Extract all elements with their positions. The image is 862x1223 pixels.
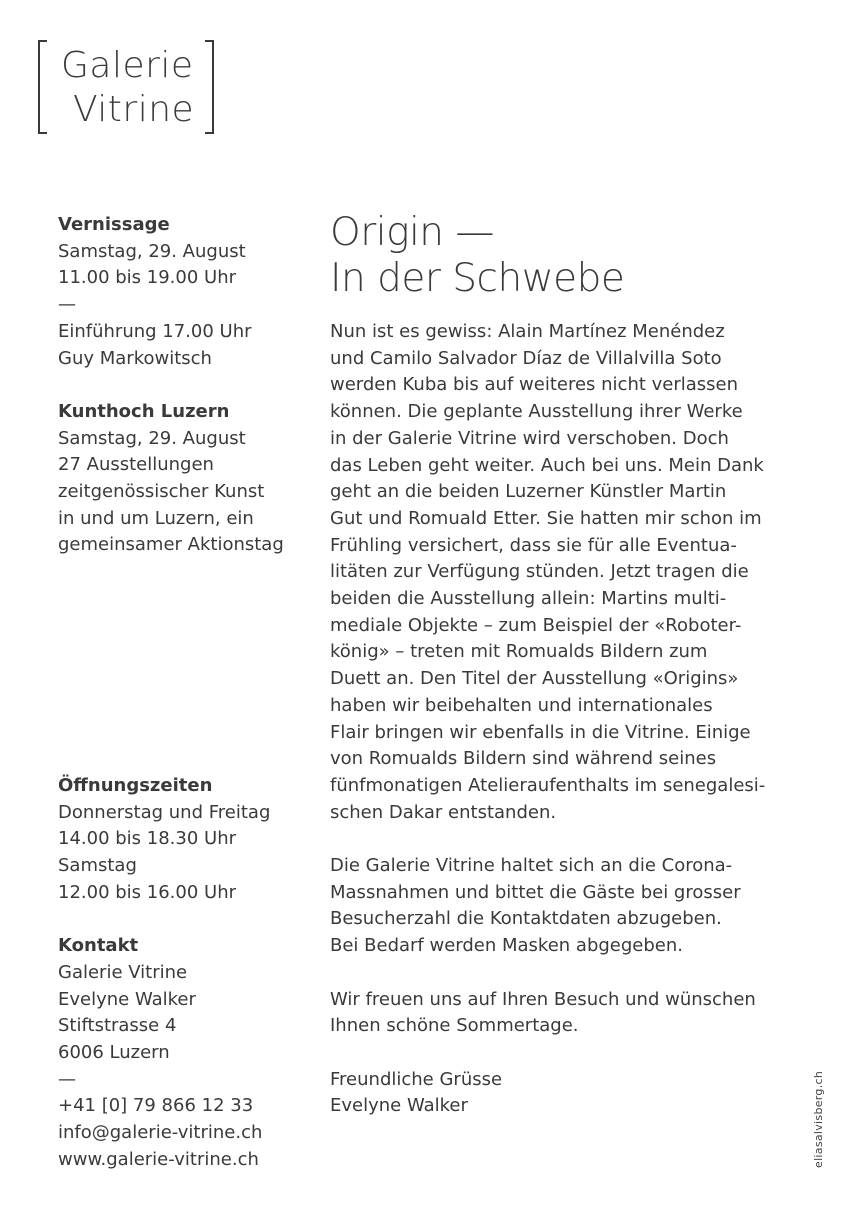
info-column-bottom	[58, 773, 308, 1174]
body-line: Besucherzahl die Kontaktdaten abzugeben.	[330, 908, 722, 930]
body-line: haben wir beibehalten und internationales	[330, 694, 713, 716]
opening-hours-line: 12.00 bis 16.00 Uhr	[58, 881, 237, 903]
body-line: Frühling versichert, dass sie für alle Eventua-	[330, 534, 737, 556]
logo-bracket-right	[205, 40, 214, 134]
kunthoch-block	[58, 399, 308, 559]
body-line: können. Die geplante Ausstellung ihrer Werke	[330, 401, 743, 423]
body-line: Duett an. Den Titel der Ausstellung «Origins»	[330, 668, 739, 690]
body-line: mediale Objekte – zum Beispiel der «Roboter-	[330, 614, 742, 636]
title-line-2: In der Schwebe	[330, 256, 625, 301]
contact-line: Galerie Vitrine	[58, 961, 188, 983]
body-line: Gut und Romuald Etter. Sie hatten mir schon im	[330, 507, 762, 529]
contact-heading: Kontakt	[58, 935, 139, 957]
body-line: in der Galerie Vitrine wird verschoben. Doch	[330, 427, 729, 449]
kunthoch-heading: Kunthoch Luzern	[58, 400, 230, 422]
designer-credit: eliasalvisberg.ch	[812, 1070, 825, 1168]
body-line: Ihnen schöne Sommertage.	[330, 1015, 579, 1037]
body-line: Massnahmen und bittet die Gäste bei grosser	[330, 881, 741, 903]
opening-hours-heading: Öffnungszeiten	[58, 775, 213, 796]
logo-line-1: Galerie	[61, 45, 194, 86]
vernissage-line: 11.00 bis 19.00 Uhr	[58, 267, 237, 289]
closing-greeting: Freundliche Grüsse	[330, 1068, 503, 1090]
body-line: werden Kuba bis auf weiteres nicht verlassen	[330, 374, 739, 396]
body-line: Nun ist es gewiss: Alain Martínez Menéndez	[330, 321, 725, 342]
info-column-top	[58, 212, 308, 559]
contact-email: info@galerie-vitrine.ch	[58, 1122, 263, 1144]
kunthoch-line: Samstag, 29. August	[58, 427, 246, 449]
exhibition-title	[330, 210, 830, 302]
opening-hours-line: 14.00 bis 18.30 Uhr	[58, 828, 237, 850]
title-line-1: Origin —	[330, 210, 494, 255]
opening-hours-block	[58, 773, 308, 907]
paragraph-corona	[330, 853, 850, 960]
signature-block	[330, 1067, 850, 1120]
contact-line: —	[58, 1068, 76, 1090]
paragraph-intro	[330, 319, 850, 826]
body-line: und Camilo Salvador Díaz de Villalvilla Soto	[330, 347, 722, 369]
vernissage-heading: Vernissage	[58, 214, 170, 235]
body-line: geht an die beiden Luzerner Künstler Martin	[330, 481, 727, 503]
kunthoch-line: in und um Luzern, ein	[58, 507, 254, 529]
body-line: beiden die Ausstellung allein: Martins multi-	[330, 588, 727, 610]
kunthoch-line: zeitgenössischer Kunst	[58, 481, 265, 503]
contact-line: 6006 Luzern	[58, 1042, 170, 1064]
body-line: könig» – treten mit Romualds Bildern zum	[330, 641, 708, 663]
body-line: fünfmonatigen Atelieraufenthalts im senegalesi-	[330, 774, 766, 796]
contact-line: Stiftstrasse 4	[58, 1015, 177, 1037]
body-line: Flair bringen wir ebenfalls in die Vitrine. Einige	[330, 721, 751, 743]
contact-website: www.galerie-vitrine.ch	[58, 1148, 259, 1170]
vernissage-line: —	[58, 294, 76, 316]
opening-hours-line: Samstag	[58, 855, 137, 877]
paragraph-invitation	[330, 987, 850, 1040]
logo-line-2: Vitrine	[72, 89, 195, 130]
kunthoch-line: 27 Ausstellungen	[58, 454, 214, 476]
body-line: von Romualds Bildern sind während seines	[330, 748, 717, 770]
body-line: Bei Bedarf werden Masken abgegeben.	[330, 935, 684, 957]
contact-line: Evelyne Walker	[58, 988, 196, 1010]
body-text	[330, 319, 850, 1120]
contact-block	[58, 933, 308, 1173]
vernissage-line: Einführung 17.00 Uhr	[58, 320, 252, 342]
contact-phone: +41 [0] 79 866 12 33	[58, 1095, 254, 1117]
body-line: das Leben geht weiter. Auch bei uns. Mein Dank	[330, 454, 764, 476]
signature-name: Evelyne Walker	[330, 1095, 468, 1117]
vernissage-line: Samstag, 29. August	[58, 240, 246, 262]
logo-bracket-left	[38, 40, 47, 134]
body-line: litäten zur Verfügung stünden. Jetzt tragen die	[330, 561, 749, 583]
body-line: schen Dakar entstanden.	[330, 801, 557, 823]
body-line: Wir freuen uns auf Ihren Besuch und wünschen	[330, 988, 756, 1010]
logo-text	[61, 44, 194, 132]
vernissage-line: Guy Markowitsch	[58, 347, 212, 369]
gallery-logo	[38, 40, 214, 134]
opening-hours-line: Donnerstag und Freitag	[58, 801, 271, 823]
kunthoch-line: gemeinsamer Aktionstag	[58, 534, 284, 556]
vernissage-block	[58, 212, 308, 372]
body-line: Die Galerie Vitrine haltet sich an die Corona-	[330, 855, 733, 877]
